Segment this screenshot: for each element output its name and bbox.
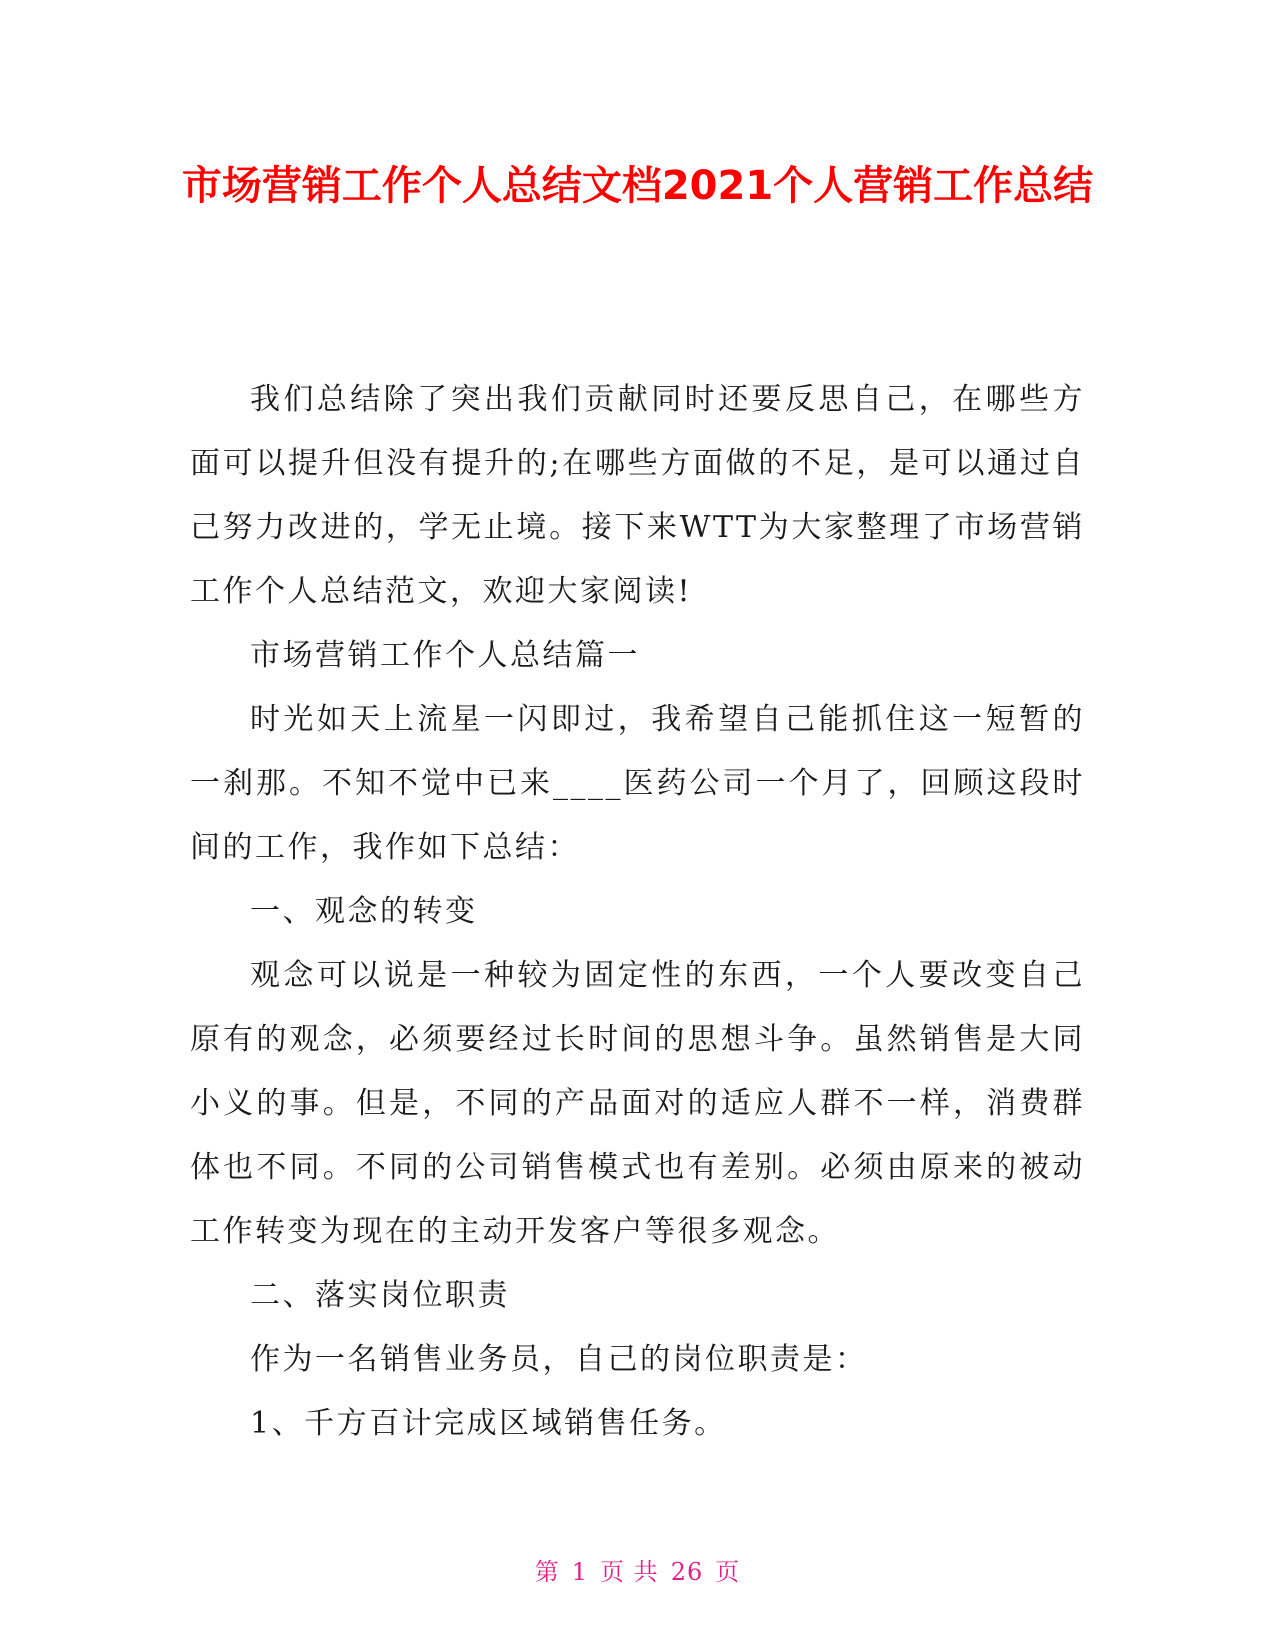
section-heading-concept: 一、观念的转变 xyxy=(250,894,478,929)
document-body xyxy=(190,368,1085,1456)
page-footer xyxy=(0,1552,1275,1587)
section-heading-part-one: 市场营销工作个人总结篇一 xyxy=(250,638,640,673)
footer-page-number: 1 xyxy=(571,1558,589,1586)
paragraph-intro: 我们总结除了突出我们贡献同时还要反思自己，在哪些方面可以提升但没有提升的;在哪些方面做的不足，是可以通过自己努力改进的，学无止境。接下来WTT为大家整理了市场营销工作个人总结范文，欢迎大家阅读! xyxy=(190,382,1085,609)
document-title: 市场营销工作个人总结文档2021个人营销工作总结 xyxy=(181,163,1094,209)
paragraph-duties-intro: 作为一名销售业务员，自己的岗位职责是： xyxy=(250,1342,868,1377)
footer-page-middle: 页 共 xyxy=(600,1558,659,1586)
list-item-duty-1: 1、千方百计完成区域销售任务。 xyxy=(250,1406,727,1441)
paragraph-concept: 观念可以说是一种较为固定性的东西，一个人要改变自己原有的观念，必须要经过长时间的思想斗争。虽然销售是大同小义的事。但是，不同的产品面对的适应人群不一样，消费群体也不同。不同的公司销售模式也有差别。必须由原来的被动工作转变为现在的主动开发客户等很多观念。 xyxy=(190,958,1085,1249)
footer-page-total: 26 xyxy=(670,1558,704,1586)
footer-page-prefix: 第 xyxy=(534,1558,560,1586)
section-heading-duties: 二、落实岗位职责 xyxy=(250,1278,510,1313)
footer-page-suffix: 页 xyxy=(715,1558,741,1586)
paragraph-time: 时光如天上流星一闪即过，我希望自己能抓住这一短暂的一刹那。不知不觉中已来____医药公司一个月了，回顾这段时间的工作，我作如下总结： xyxy=(190,702,1085,865)
